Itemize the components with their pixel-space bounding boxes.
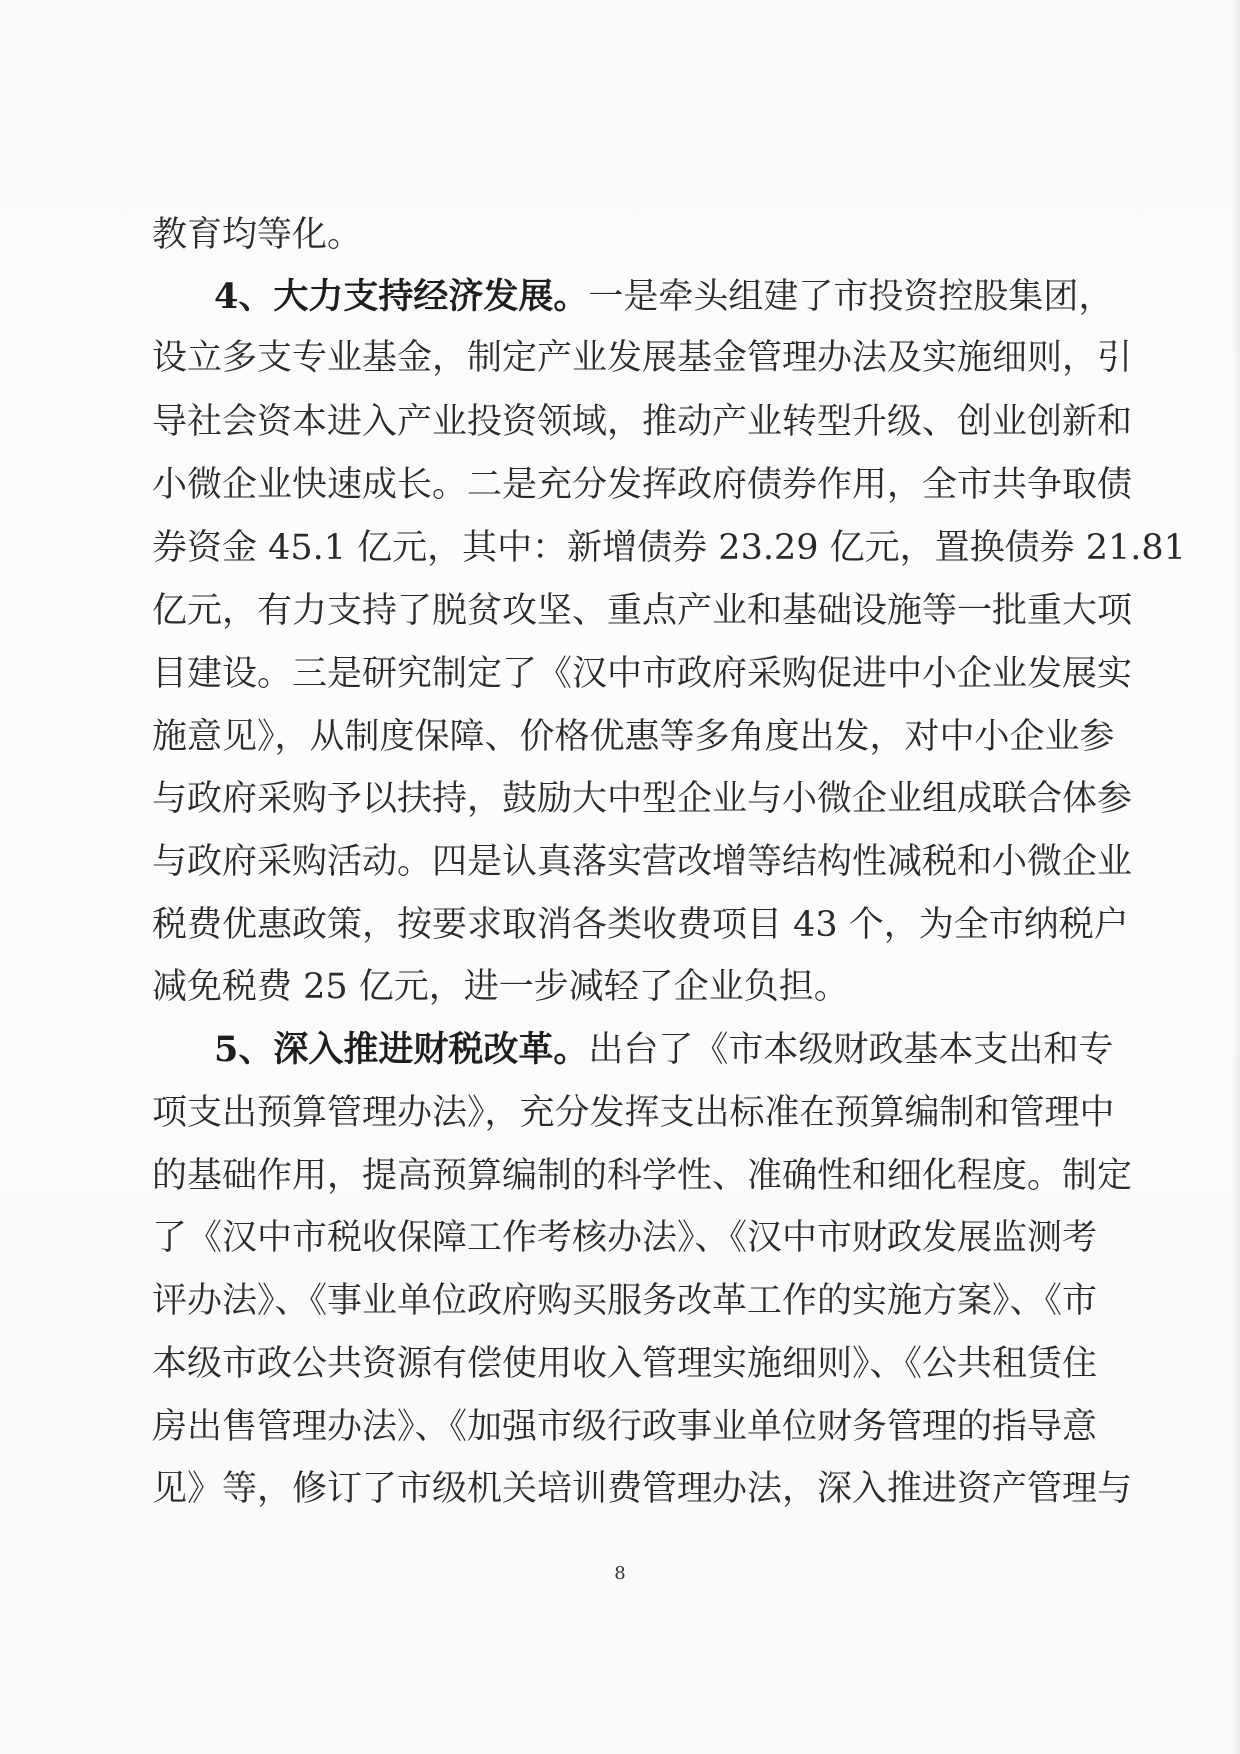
text-line: 亿元，有力支持了脱贫攻坚、重点产业和基础设施等一批重大项	[152, 591, 1133, 631]
section-4-heading: 4、大力支持经济发展。	[214, 276, 589, 317]
text-line: 税费优惠政策，按要求取消各类收费项目 43 个，为全市纳税户	[152, 905, 1129, 945]
text-line: 评办法》、《事业单位政府购买服务改革工作的实施方案》、《市	[152, 1281, 1098, 1321]
text-line: 教育均等化。	[152, 215, 363, 255]
text-line: 设立多支专业基金，制定产业发展基金管理办法及实施细则，引	[152, 338, 1133, 378]
text-line: 的基础作用，提高预算编制的科学性、准确性和细化程度。制定	[152, 1156, 1133, 1196]
text-line: 房出售管理办法》、《加强市级行政事业单位财务管理的指导意	[152, 1407, 1098, 1447]
text-line: 本级市政公共资源有偿使用收入管理实施细则》、《公共租赁住	[152, 1344, 1098, 1384]
text-line: 与政府采购予以扶持，鼓励大中型企业与小微企业组成联合体参	[152, 779, 1133, 819]
text-line: 券资金 45.1 亿元，其中：新增债券 23.29 亿元，置换债券 21.81	[152, 528, 1186, 568]
text-line: 导社会资本进入产业投资领域，推动产业转型升级、创业创新和	[152, 402, 1133, 442]
text-line: 见》等，修订了市级机关培训费管理办法，深入推进资产管理与	[152, 1469, 1133, 1509]
text-line: 项支出预算管理办法》，充分发挥支出标准在预算编制和管理中	[152, 1093, 1115, 1133]
section-5-paragraph-start	[152, 1020, 1114, 1080]
text-line: 出台了《市本级财政基本支出和专	[588, 1030, 1114, 1070]
scan-edge-shadow	[1232, 0, 1240, 1754]
section-4-paragraph-start	[152, 267, 1114, 327]
section-5-heading: 5、深入推进财税改革。	[214, 1029, 589, 1070]
text-line: 了《汉中市税收保障工作考核办法》、《汉中市财政发展监测考	[152, 1218, 1098, 1258]
text-line: 减免税费 25 亿元，进一步减轻了企业负担。	[152, 967, 849, 1007]
text-line: 与政府采购活动。四是认真落实营改增等结构性减税和小微企业	[152, 842, 1133, 882]
text-line: 目建设。三是研究制定了《汉中市政府采购促进中小企业发展实	[152, 654, 1133, 694]
text-line: 小微企业快速成长。二是充分发挥政府债券作用，全市共争取债	[152, 465, 1133, 505]
text-line: 施意见》，从制度保障、价格优惠等多角度出发，对中小企业参	[152, 717, 1115, 757]
text-line: 一是牵头组建了市投资控股集团，	[588, 277, 1114, 317]
page-number: 8	[614, 1563, 626, 1584]
